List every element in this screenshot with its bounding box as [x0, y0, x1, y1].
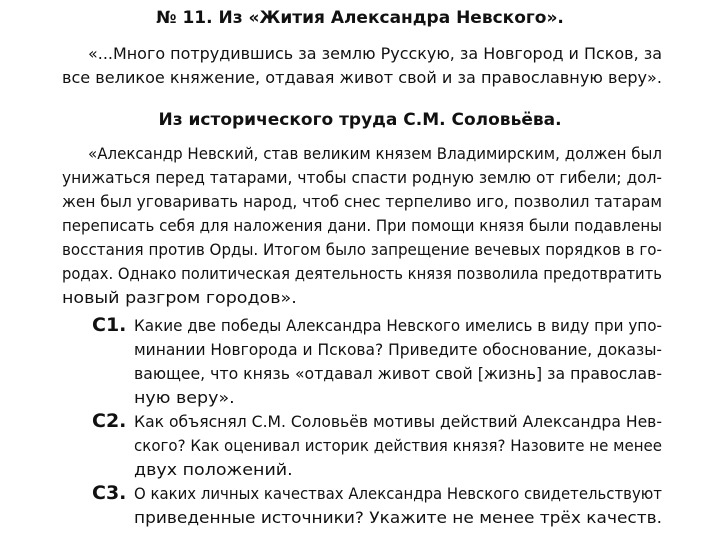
document-heading: № 11. Из «Жития Александра Невского».: [156, 8, 564, 28]
question-line: Какие две победы Александра Невского имелись в виду при упо-: [134, 317, 662, 335]
quote-line: родах. Однако политическая деятельность князя позволила предотвратить: [62, 265, 662, 283]
question-line: приведенные источники? Укажите не менее трёх качеств.: [134, 509, 662, 527]
question-line: Как объяснял С.М. Соловьёв мотивы действий Александра Нев-: [134, 413, 662, 431]
quote-line: переписать себя для наложения дани. При помощи князя были подавлены: [62, 217, 662, 235]
quote-line: «Александр Невский, став великим князем Владимирским, должен был: [88, 145, 662, 163]
question-line: ную веру».: [134, 389, 235, 407]
question-line: вающее, что князь «отдавал живот свой [жизнь] за православ-: [134, 365, 662, 383]
question-label: С1.: [92, 314, 127, 336]
quote-line: унижаться перед татарами, чтобы спасти родную землю от гибели; дол-: [62, 169, 662, 187]
question-line: двух положений.: [134, 461, 293, 479]
section-heading: Из исторического труда С.М. Соловьёва.: [158, 110, 562, 130]
quote-line: все великое княжение, отдавая живот свой и за православную веру».: [62, 69, 662, 87]
question-label: С2.: [92, 410, 127, 432]
question-line: минании Новгорода и Пскова? Приведите обоснование, доказы-: [134, 341, 662, 359]
quote-line: восстания против Орды. Итогом было запрещение вечевых порядков в го-: [62, 241, 662, 259]
question-label: С3.: [92, 482, 127, 504]
quote-line: новый разгром городов».: [62, 289, 297, 307]
quote-line: «...Много потрудившись за землю Русскую, за Новгород и Псков, за: [88, 45, 662, 63]
question-line: О каких личных качествах Александра Невского свидетельствуют: [134, 485, 662, 503]
quote-line: жен был уговаривать народ, чтоб снес терпеливо иго, позволил татарам: [62, 193, 662, 211]
question-line: ского? Как оценивал историк действия князя? Назовите не менее: [134, 437, 662, 455]
